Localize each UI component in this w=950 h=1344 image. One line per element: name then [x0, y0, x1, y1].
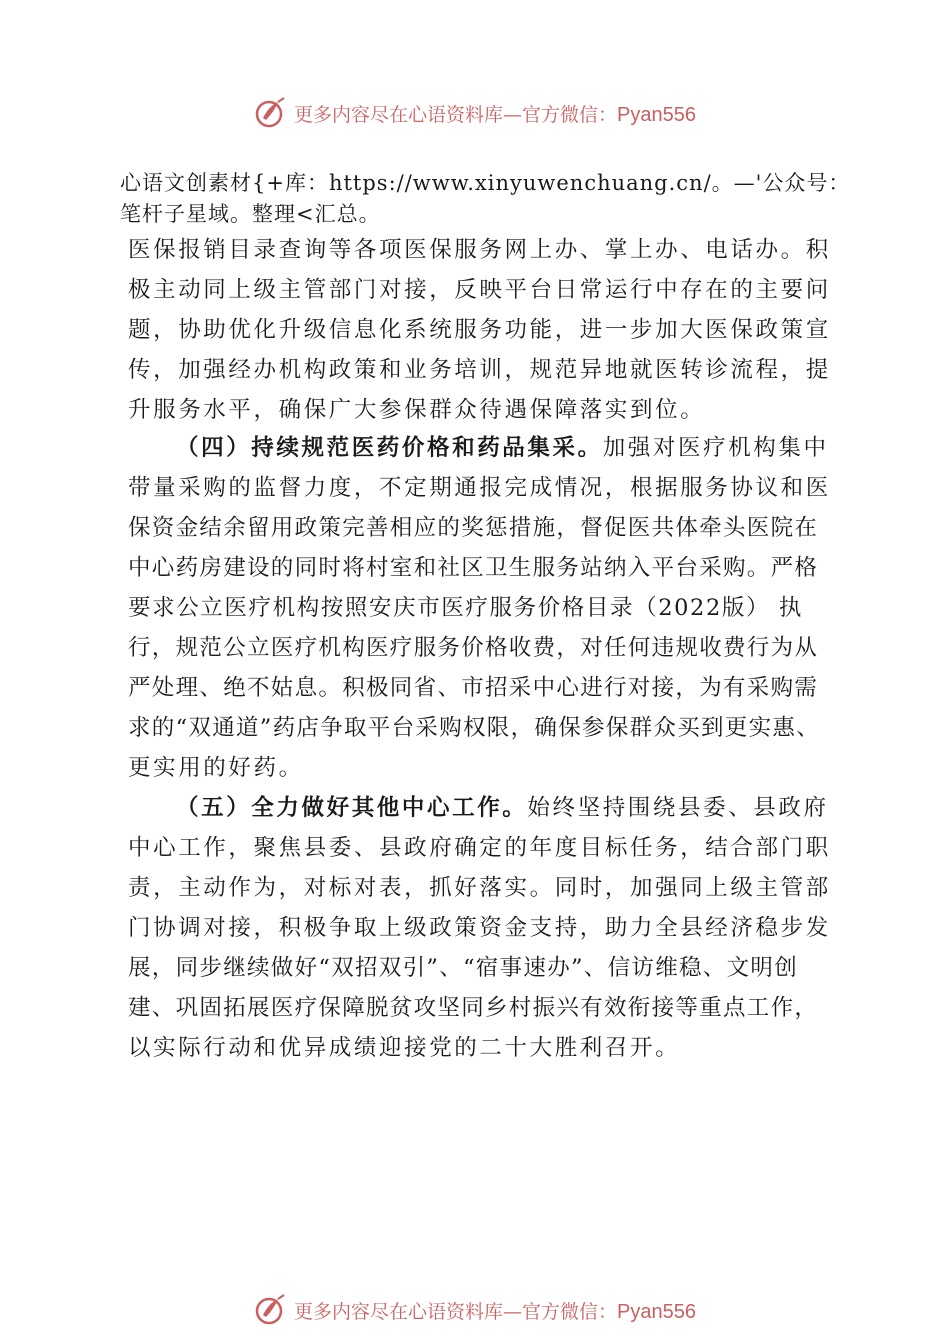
body-line: 责，主动作为，对标对表，抓好落实。同时，加强同上级主管部	[128, 875, 831, 901]
footer-banner	[0, 1290, 950, 1330]
body-line: 更实用的好药。	[128, 755, 304, 781]
xinyu-logo-icon	[254, 1293, 288, 1327]
header-banner	[0, 93, 950, 133]
body-line: 求的“双通道”药店争取平台采购权限，确保参保群众买到更实惠、	[128, 715, 821, 741]
body-line: 医保报销目录查询等各项医保服务网上办、掌上办、电话办。积	[128, 237, 831, 263]
body-line: 行，规范公立医疗机构医疗服务价格收费，对任何违规收费行为从	[128, 635, 819, 661]
section-four-first-line: （四）持续规范医药价格和药品集采。加强对医疗机构集中	[176, 435, 829, 461]
banner-text: 更多内容尽在心语资料库—官方微信：Pyan556	[294, 103, 696, 126]
body-line: 严处理、绝不姑息。积极同省、市招采中心进行对接，为有采购需	[128, 675, 819, 701]
section-heading: （五）全力做好其他中心工作。	[176, 795, 528, 821]
body-line: 升服务水平，确保广大参保群众待遇保障落实到位。	[128, 397, 706, 423]
body-line: 传，加强经办机构政策和业务培训，规范异地就医转诊流程，提	[128, 357, 831, 383]
body-line: 中心工作，聚焦县委、县政府确定的年度目标任务，结合部门职	[128, 835, 831, 861]
body-line: 要求公立医疗机构按照安庆市医疗服务价格目录（2022版） 执	[128, 595, 803, 621]
body-line: 带量采购的监督力度，不定期通报完成情况，根据服务协议和医	[128, 475, 831, 501]
xinyu-logo-icon	[254, 96, 288, 130]
banner-text: 更多内容尽在心语资料库—官方微信：Pyan556	[294, 1300, 696, 1323]
body-line: 以实际行动和优异成绩迎接党的二十大胜利召开。	[128, 1035, 681, 1061]
body-line: 门协调对接，积极争取上级政策资金支持，助力全县经济稳步发	[128, 915, 831, 941]
body-line: 保资金结余留用政策完善相应的奖惩措施，督促医共体牵头医院在	[128, 515, 819, 541]
body-line: 展，同步继续做好“双招双引”、“宿事速办”、信访维稳、文明创	[128, 955, 799, 981]
body-line: 中心药房建设的同时将村室和社区卫生服务站纳入平台采购。严格	[128, 555, 819, 581]
section-five-first-line: （五）全力做好其他中心工作。始终坚持围绕县委、县政府	[176, 795, 829, 821]
body-line: 建、巩固拓展医疗保障脱贫攻坚同乡村振兴有效衔接等重点工作，	[128, 995, 819, 1021]
body-line: 极主动同上级主管部门对接，反映平台日常运行中存在的主要问	[128, 277, 831, 303]
body-line: 题，协助优化升级信息化系统服务功能，进一步加大医保政策宣	[128, 317, 831, 343]
source-note: 心语文创素材{+库：https://www.xinyuwenchuang.cn/。—'公众号：笔杆子星域。整理<汇总。	[120, 171, 851, 226]
section-heading: （四）持续规范医药价格和药品集采。	[176, 435, 603, 461]
